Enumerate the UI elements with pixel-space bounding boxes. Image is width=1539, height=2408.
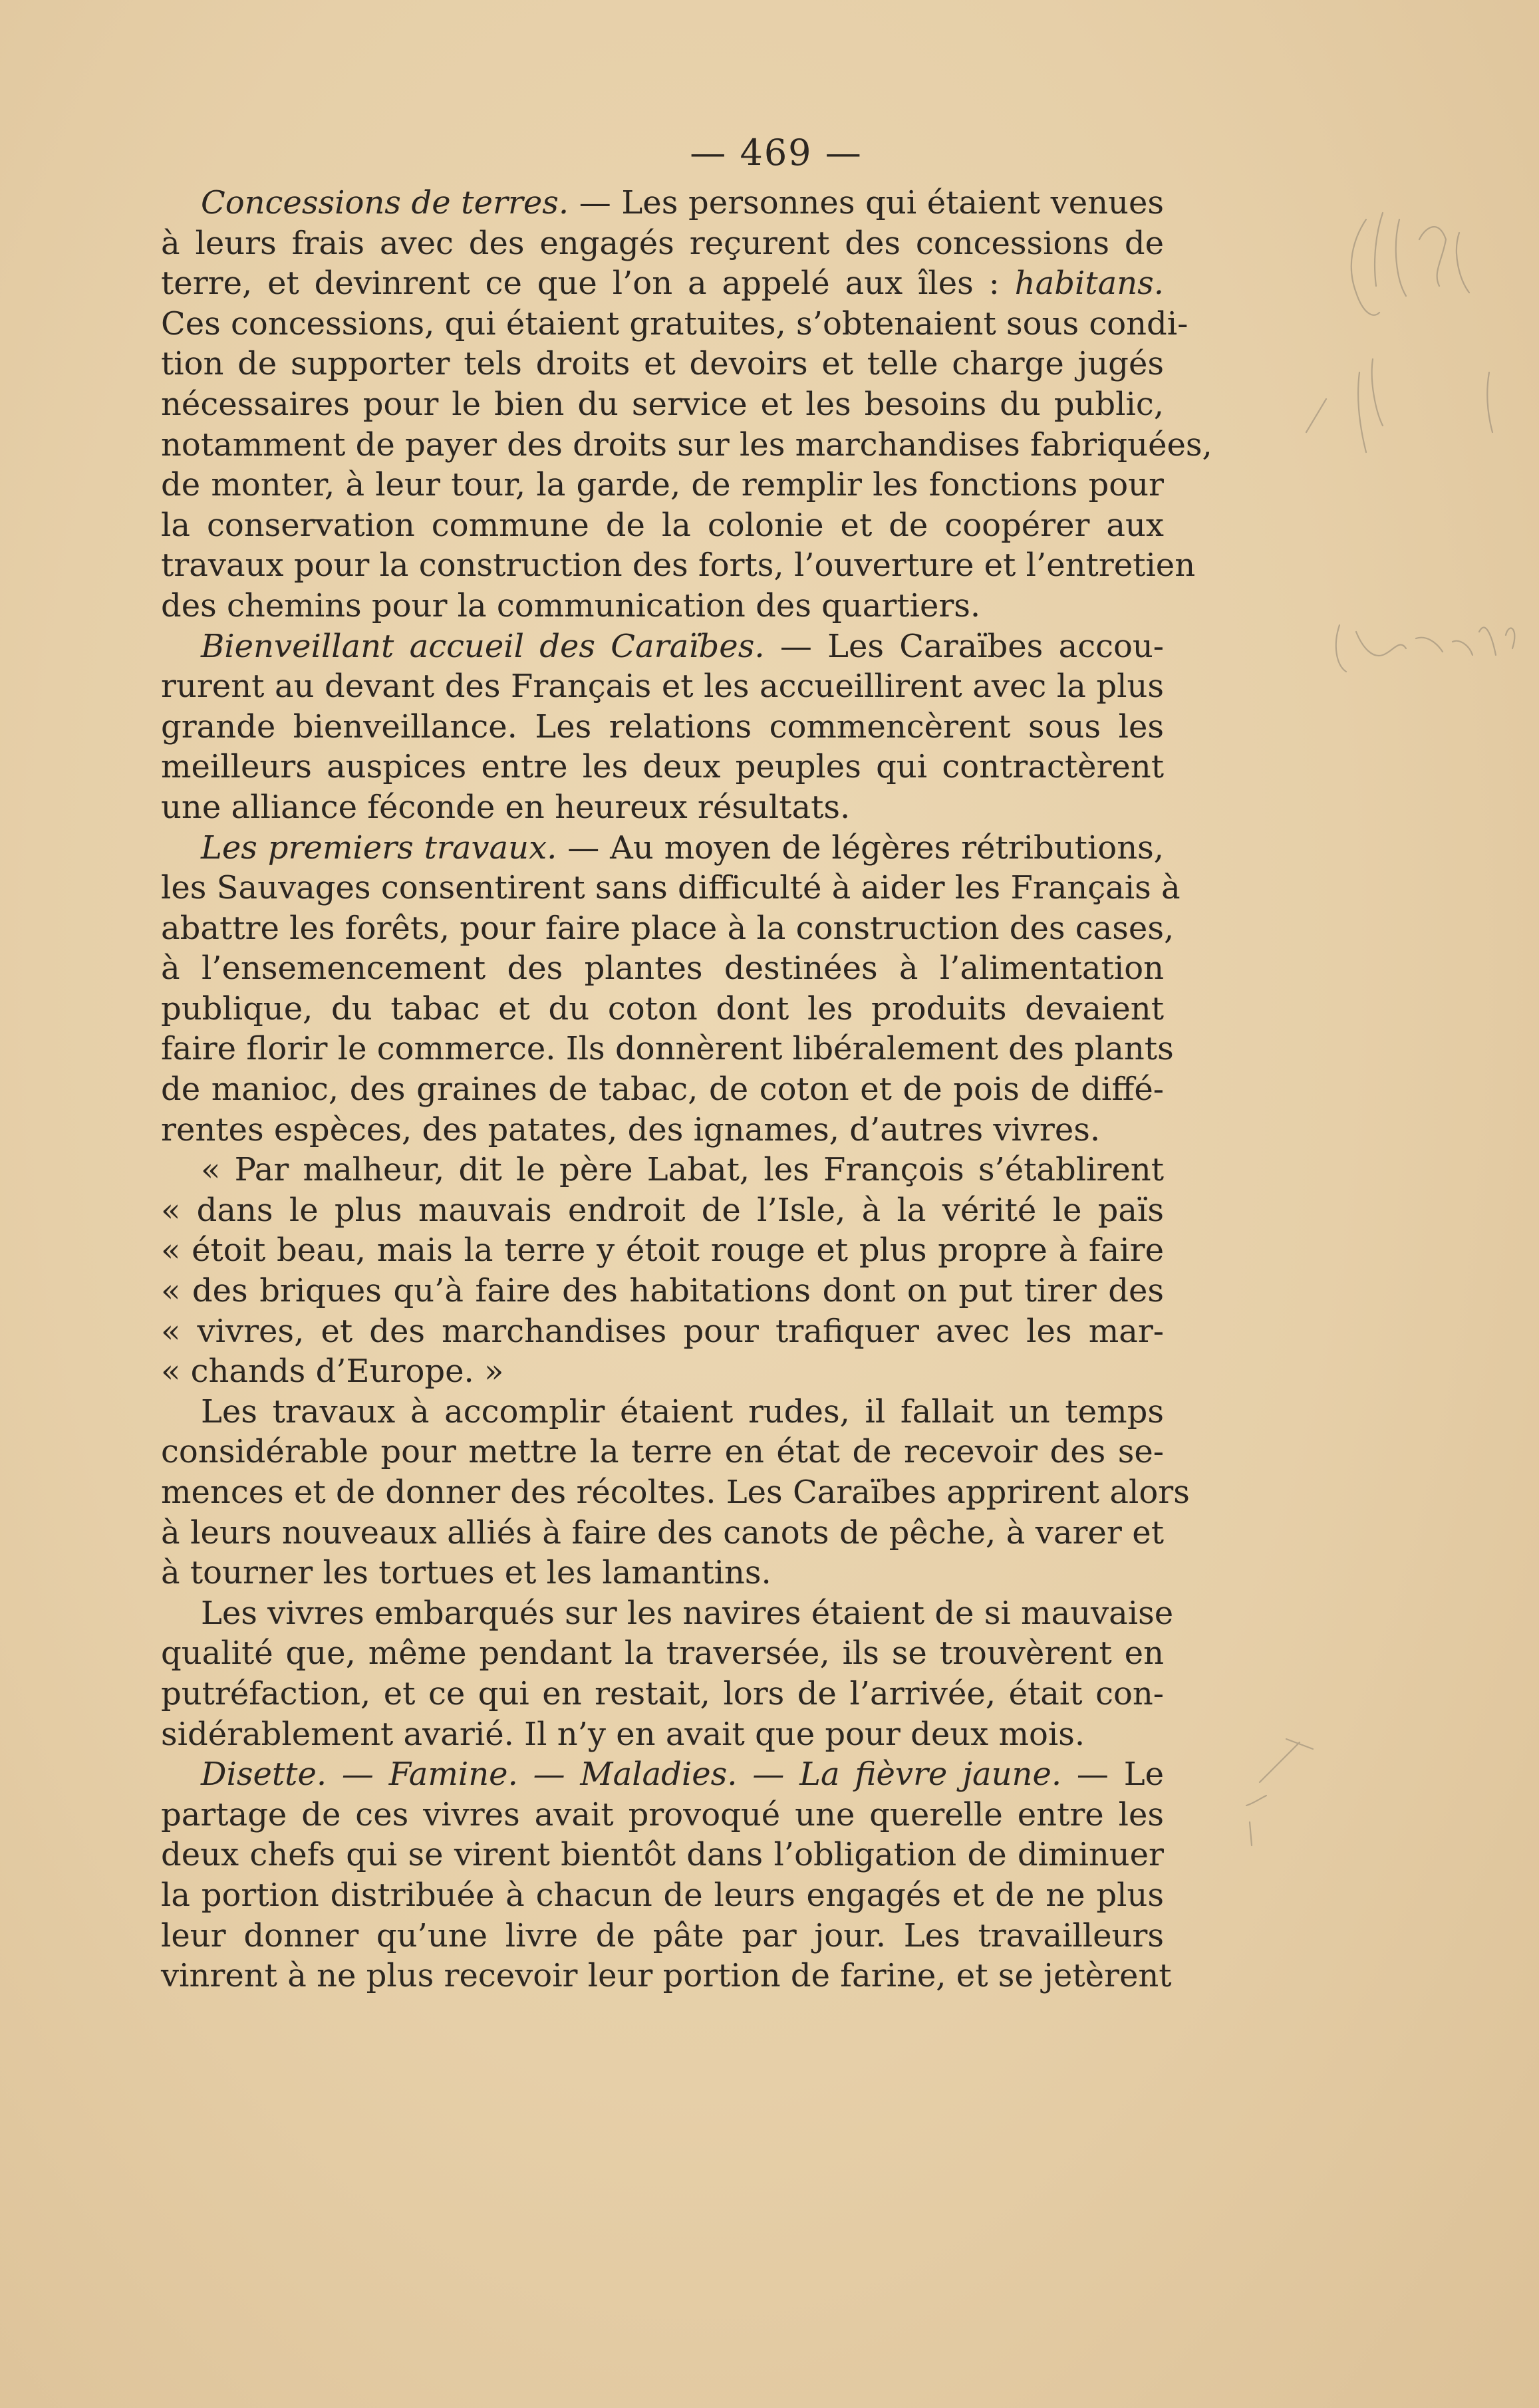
text-line xyxy=(161,586,1164,626)
line-text: tion de supporter tels droits et devoirs et telle charge jugés xyxy=(161,345,1164,383)
text-line xyxy=(161,908,1175,949)
line-text: « vivres, et des marchandises pour trafiquer avec les mar- xyxy=(161,1312,1164,1350)
text-line xyxy=(161,1513,1164,1553)
text-line xyxy=(161,384,1164,425)
line-text: la conservation commune de la colonie et de coopérer aux xyxy=(161,506,1164,544)
line-text: « chands d’Europe. » xyxy=(161,1353,504,1391)
text-line xyxy=(161,465,1164,505)
line-text: faire florir le commerce. Ils donnèrent libéralement des plants xyxy=(161,1030,1174,1068)
line-text: — Le xyxy=(1061,1756,1165,1794)
page-number: — 469 — xyxy=(690,132,863,174)
line-text: « Par malheur, dit le père Labat, les François s’établirent xyxy=(201,1151,1164,1189)
text-line xyxy=(161,505,1164,546)
text-line xyxy=(161,1230,1164,1271)
line-text: leur donner qu’une livre de pâte par jour. Les travailleurs xyxy=(161,1917,1164,1954)
text-line xyxy=(161,1633,1164,1674)
text-line xyxy=(161,183,1164,223)
text-line xyxy=(161,948,1164,989)
line-text: meilleurs auspices entre les deux peuples qui contractèrent xyxy=(161,748,1164,786)
text-line xyxy=(161,223,1164,264)
line-text: de manioc, des graines de tabac, de coton et de pois de diffé- xyxy=(161,1071,1164,1109)
text-line xyxy=(161,1754,1164,1795)
line-text: putréfaction, et ce qui en restait, lors de l’arrivée, était con- xyxy=(161,1674,1164,1712)
line-text: la portion distribuée à chacun de leurs engagés et de ne plus xyxy=(161,1876,1164,1914)
line-text: vinrent à ne plus recevoir leur portion de farine, et se jetèrent xyxy=(161,1957,1172,1995)
line-text: « des briques qu’à faire des habitations dont on put tirer des xyxy=(161,1272,1164,1310)
line-text: notamment de payer des droits sur les marchandises fabriquées, xyxy=(161,426,1212,464)
line-text: rurent au devant des Français et les accueillirent avec la plus xyxy=(161,668,1164,706)
text-line xyxy=(161,1029,1174,1069)
text-line xyxy=(161,1875,1164,1916)
line-text: publique, du tabac et du coton dont les produits devaient xyxy=(161,990,1164,1027)
line-text: rentes espèces, des patates, des ignames, d’autres vivres. xyxy=(161,1111,1101,1148)
text-line xyxy=(161,304,1189,344)
line-text: deux chefs qui se virent bientôt dans l’obligation de diminuer xyxy=(161,1836,1164,1874)
line-text: — Les personnes qui étaient venues xyxy=(569,184,1165,221)
line-text: les Sauvages consentirent sans difficulté à aider les Français à xyxy=(161,869,1181,907)
section-heading: Disette. — Famine. — Maladies. — La fièvre jaune. xyxy=(201,1756,1062,1794)
line-text: des chemins pour la communication des quartiers. xyxy=(161,587,981,624)
text-line xyxy=(161,1110,1164,1150)
line-text: mences et de donner des récoltes. Les Caraïbes apprirent alors xyxy=(161,1474,1190,1511)
line-text: à leurs frais avec des engagés reçurent des concessions de xyxy=(161,224,1164,262)
text-line xyxy=(161,828,1164,869)
line-text: à l’ensemencement des plantes destinées à l’alimentation xyxy=(161,950,1164,988)
line-text: abattre les forêts, pour faire place à la construction des cases, xyxy=(161,909,1175,947)
text-line xyxy=(161,1069,1164,1110)
line-text: Les vivres embarqués sur les navires étaient de si mauvaise xyxy=(201,1594,1174,1632)
text-line xyxy=(161,425,1212,466)
line-text: « étoit beau, mais la terre y étoit rouge et plus propre à faire xyxy=(161,1232,1164,1270)
line-text: travaux pour la construction des forts, l’ouverture et l’entretien xyxy=(161,547,1196,585)
text-line xyxy=(161,263,1164,304)
text-line xyxy=(161,1271,1164,1311)
text-line xyxy=(161,1351,1164,1392)
text-line xyxy=(161,1593,1174,1634)
section-heading: Bienveillant accueil des Caraïbes. xyxy=(201,627,765,665)
line-text: qualité que, même pendant la traversée, ils se trouvèrent en xyxy=(161,1635,1164,1672)
text-line xyxy=(161,989,1164,1029)
line-text: à leurs nouveaux alliés à faire des canots de pêche, à varer et xyxy=(161,1514,1164,1551)
line-text: partage de ces vivres avait provoqué une querelle entre les xyxy=(161,1796,1164,1833)
line-text: sidérablement avarié. Il n’y en avait que pour deux mois. xyxy=(161,1715,1085,1753)
text-line xyxy=(161,626,1164,667)
text-line xyxy=(161,787,1164,828)
line-text: Les travaux à accomplir étaient rudes, il fallait un temps xyxy=(201,1393,1164,1430)
text-line xyxy=(161,545,1196,586)
line-text: nécessaires pour le bien du service et les besoins du public, xyxy=(161,385,1164,423)
line-text: considérable pour mettre la terre en état de recevoir des se- xyxy=(161,1433,1164,1471)
italic-term: habitans. xyxy=(999,265,1164,303)
text-line xyxy=(161,1190,1164,1231)
line-text: — Au moyen de légères rétributions, xyxy=(557,829,1165,867)
text-line xyxy=(161,344,1164,384)
text-line xyxy=(161,1311,1164,1352)
line-text: « dans le plus mauvais endroit de l’Isle, à la vérité le païs xyxy=(161,1191,1164,1229)
text-line xyxy=(161,666,1164,707)
text-line xyxy=(161,707,1164,747)
text-line xyxy=(161,747,1164,787)
text-line xyxy=(161,1956,1172,1996)
section-heading: Les premiers travaux. xyxy=(201,829,557,867)
text-line xyxy=(161,868,1181,908)
line-text: terre, et devinrent ce que l’on a appelé aux îles : xyxy=(161,265,1000,303)
line-text: une alliance féconde en heureux résultats. xyxy=(161,788,851,826)
text-line xyxy=(161,1795,1164,1835)
text-line xyxy=(161,1835,1164,1875)
text-line xyxy=(161,1674,1164,1714)
text-line xyxy=(161,1916,1164,1956)
line-text: Ces concessions, qui étaient gratuites, s’obtenaient sous condi- xyxy=(161,305,1189,342)
line-text: à tourner les tortues et les lamantins. xyxy=(161,1554,771,1592)
text-line xyxy=(161,1472,1190,1513)
text-line xyxy=(161,1432,1164,1472)
text-line xyxy=(161,1553,1164,1593)
text-line xyxy=(161,1392,1164,1432)
body-text xyxy=(161,183,1212,1996)
line-text: de monter, à leur tour, la garde, de remplir les fonctions pour xyxy=(161,466,1164,504)
text-line xyxy=(161,1714,1164,1755)
text-line xyxy=(161,1150,1164,1190)
section-heading: Concessions de terres. xyxy=(201,184,569,221)
line-text: grande bienveillance. Les relations commencèrent sous les xyxy=(161,708,1164,745)
line-text: — Les Caraïbes accou- xyxy=(764,627,1164,665)
